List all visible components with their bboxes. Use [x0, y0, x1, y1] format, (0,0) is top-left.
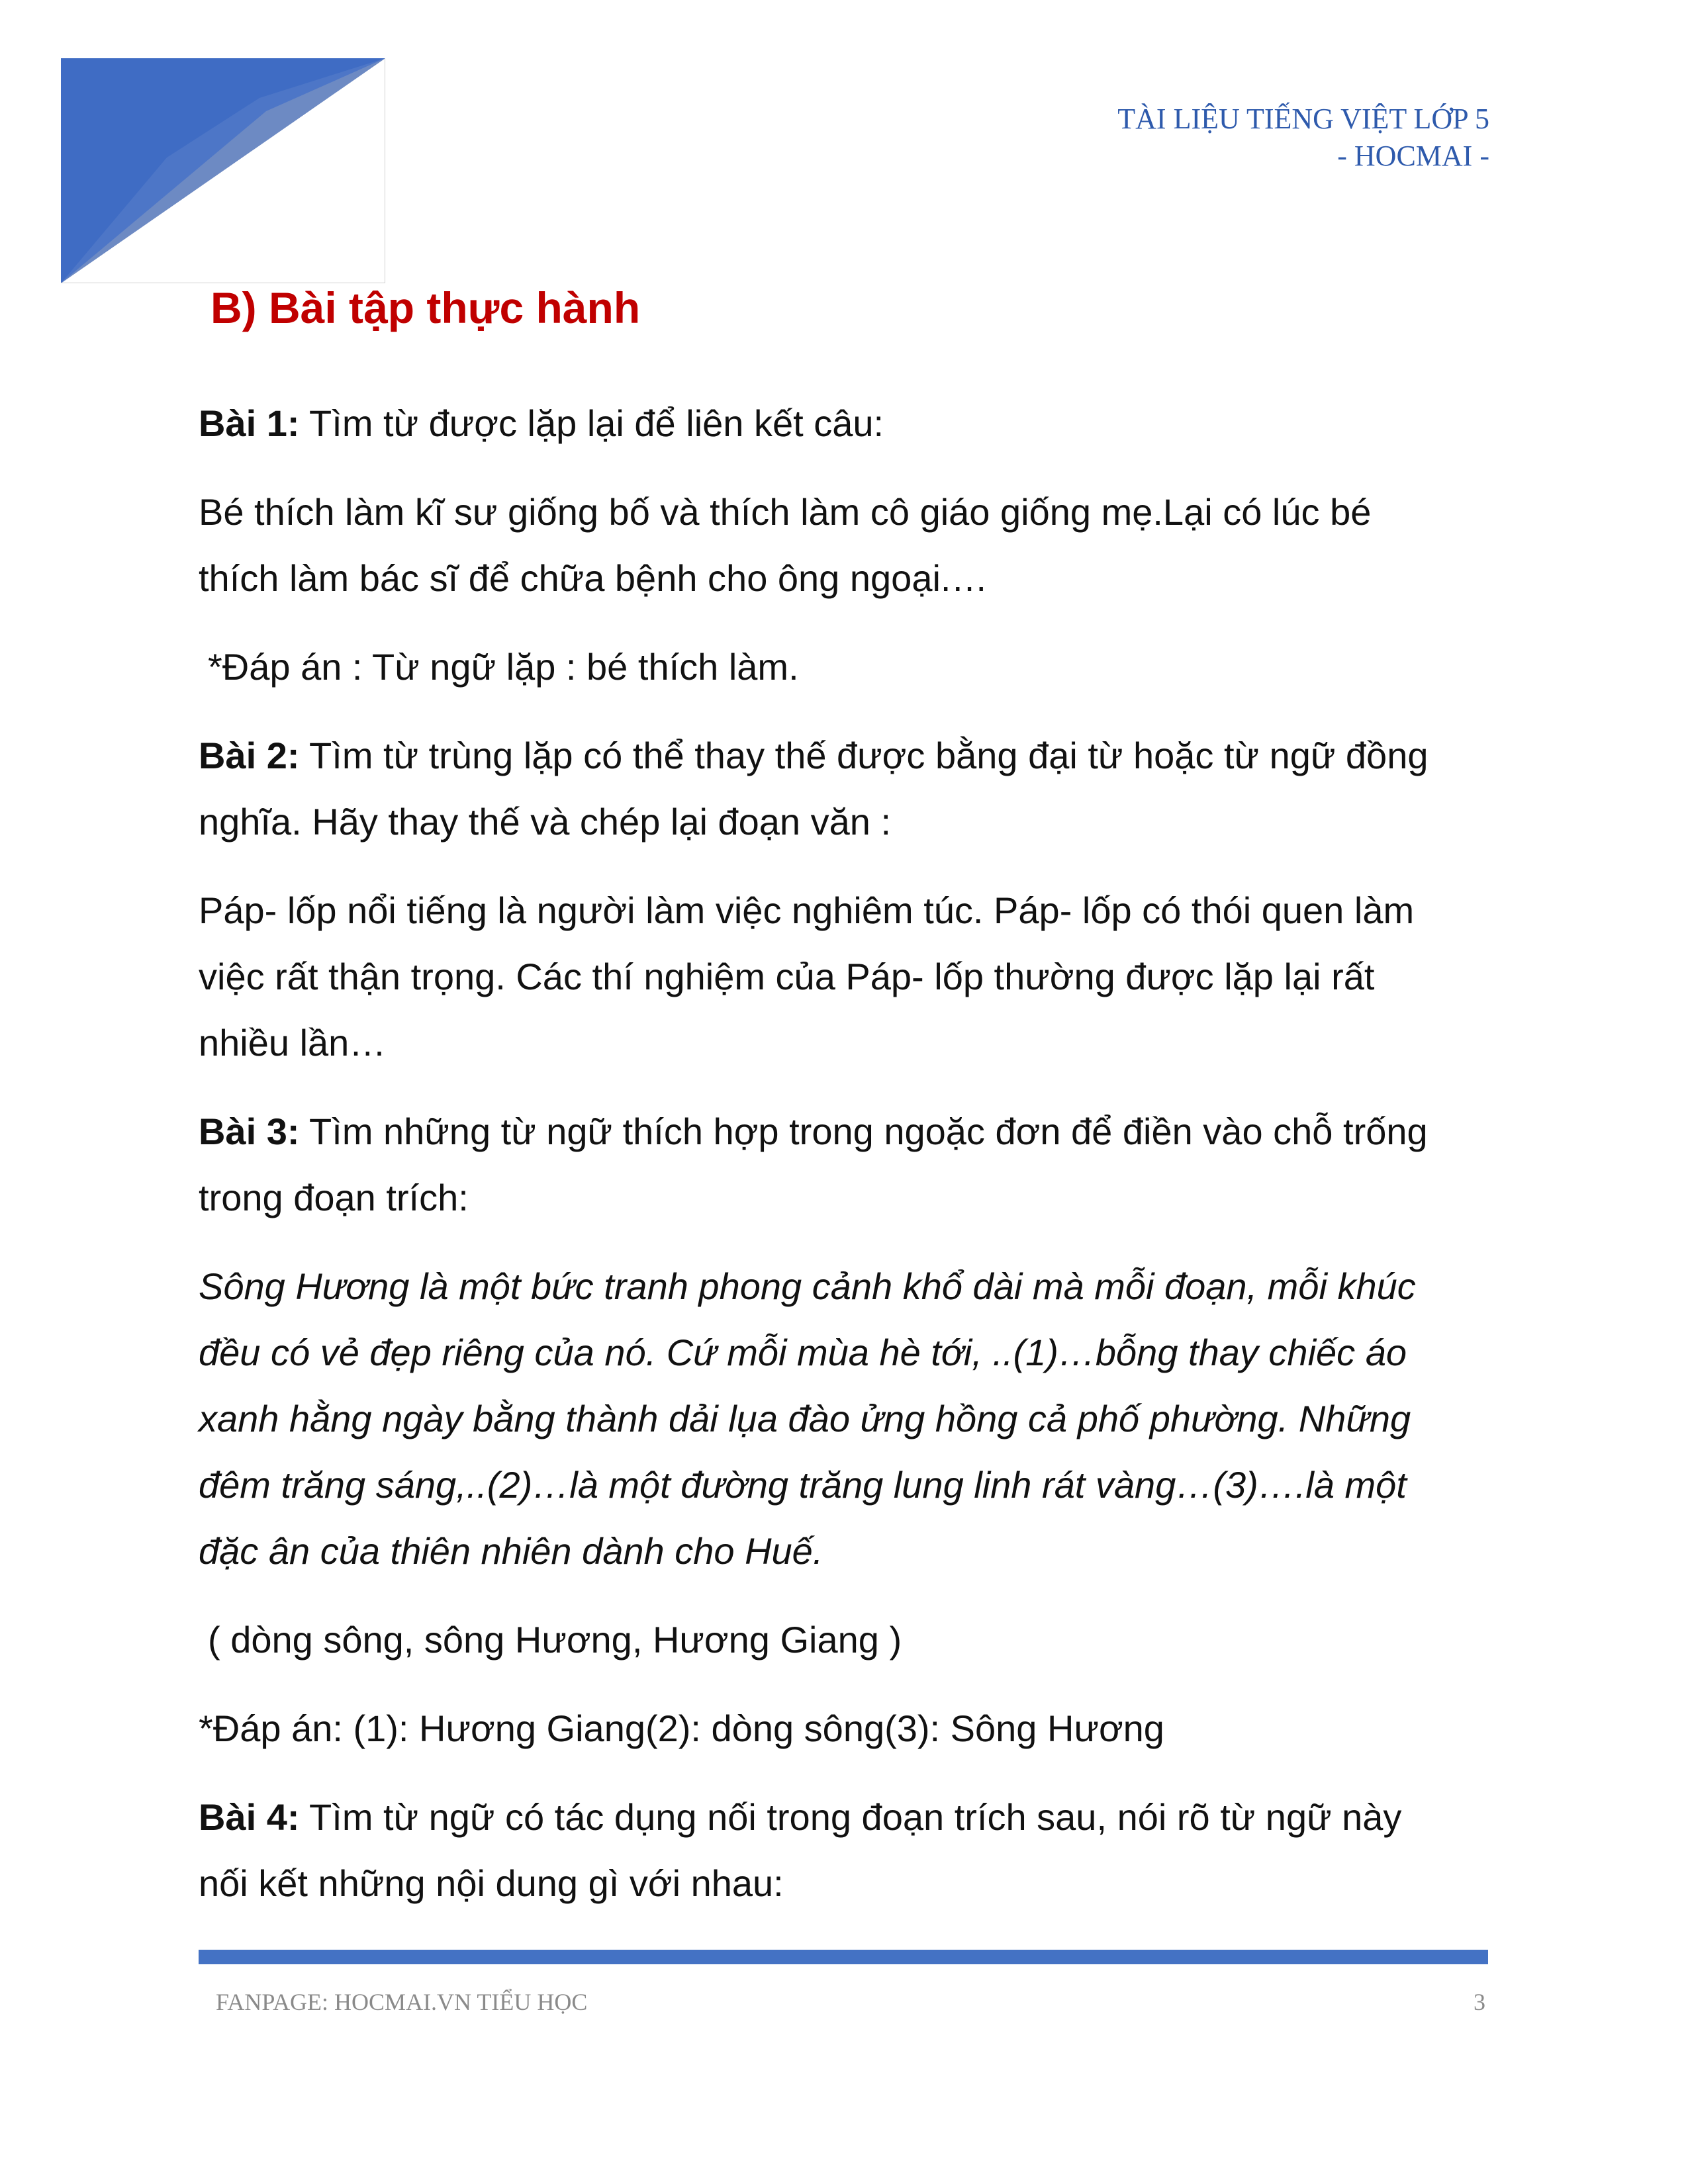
exercise-3-answer: *Đáp án: (1): Hương Giang(2): dòng sông(3): Sông Hương: [199, 1707, 1164, 1749]
exercise-3-text-line: xanh hằng ngày bằng thành dải lụa đào ửng hồng cả phố phường. Những: [199, 1398, 1411, 1439]
exercise-4-question: [199, 1784, 1496, 1917]
exercise-2-label: Bài 2:: [199, 735, 300, 776]
exercise-3-choices: ( dòng sông, sông Hương, Hương Giang ): [208, 1619, 902, 1661]
footer-fanpage: FANPAGE: HOCMAI.VN TIỂU HỌC: [216, 1989, 588, 2015]
corner-decoration: [61, 58, 385, 283]
document-body: [199, 278, 1496, 1917]
exercise-2-text-line: Páp- lốp nổi tiếng là người làm việc nghiêm túc. Páp- lốp có thói quen làm: [199, 889, 1415, 931]
exercise-4-label: Bài 4:: [199, 1796, 300, 1838]
exercise-1-label: Bài 1:: [199, 402, 300, 444]
exercise-3-text-line: đêm trăng sáng,..(2)…là một đường trăng lung linh rát vàng…(3)….là một: [199, 1464, 1407, 1506]
exercise-1-text-line: thích làm bác sĩ để chữa bệnh cho ông ngoại.…: [199, 557, 988, 599]
exercise-3-text-line: đều có vẻ đẹp riêng của nó. Cứ mỗi mùa hè tới, ..(1)…bỗng thay chiếc áo: [199, 1332, 1407, 1373]
exercise-3-question-line: trong đoạn trích:: [199, 1177, 469, 1218]
exercise-3-text-line: đặc ân của thiên nhiên dành cho Huế.: [199, 1530, 823, 1572]
exercise-1-text: [199, 479, 1496, 612]
exercise-3-text-line: Sông Hương là một bức tranh phong cảnh khổ dài mà mỗi đoạn, mỗi khúc: [199, 1265, 1416, 1307]
exercise-3-label: Bài 3:: [199, 1111, 300, 1152]
exercise-2-question: [199, 723, 1496, 855]
exercise-3-question: [199, 1099, 1496, 1231]
exercise-2-question-line: nghĩa. Hãy thay thế và chép lại đoạn văn :: [199, 801, 892, 842]
footer-divider: [199, 1950, 1488, 1964]
exercise-3-text: [199, 1253, 1496, 1584]
exercise-2-text-line: nhiều lần…: [199, 1022, 387, 1064]
exercise-2-question-line: Tìm từ trùng lặp có thể thay thế được bằng đại từ hoặc từ ngữ đồng: [299, 735, 1429, 776]
header-title: TÀI LIỆU TIẾNG VIỆT LỚP 5: [1117, 103, 1489, 135]
page-number: 3: [1474, 1989, 1485, 2015]
exercise-1-answer: *Đáp án : Từ ngữ lặp : bé thích làm.: [208, 646, 799, 688]
exercise-1-text-line: Bé thích làm kĩ sư giống bố và thích làm cô giáo giống mẹ.Lại có lúc bé: [199, 491, 1372, 533]
document-header: [1117, 101, 1489, 175]
exercise-1-question: [199, 390, 1496, 457]
exercise-2-text: [199, 878, 1496, 1076]
exercise-1-question-text: Tìm từ được lặp lại để liên kết câu:: [299, 402, 884, 444]
exercise-3-question-line: Tìm những từ ngữ thích hợp trong ngoặc đơn để điền vào chỗ trống: [299, 1111, 1428, 1152]
exercise-2-text-line: việc rất thận trọng. Các thí nghiệm của Páp- lốp thường được lặp lại rất: [199, 956, 1375, 997]
section-title: B) Bài tập thực hành: [211, 283, 641, 332]
exercise-4-question-line: Tìm từ ngữ có tác dụng nối trong đoạn trích sau, nói rõ từ ngữ này: [299, 1796, 1402, 1838]
header-subtitle: - HOCMAI -: [1337, 140, 1489, 172]
exercise-4-question-line: nối kết những nội dung gì với nhau:: [199, 1862, 784, 1904]
